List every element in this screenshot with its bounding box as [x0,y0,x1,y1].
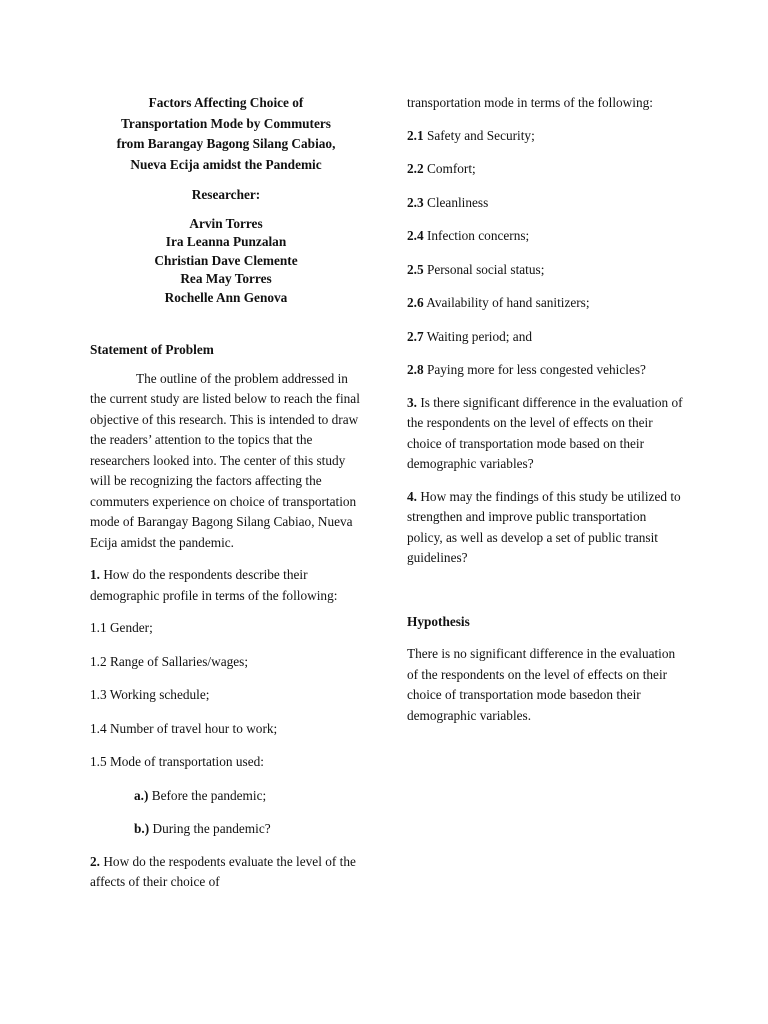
item-text: Cleanliness [426,194,489,210]
item-text: Infection concerns; [426,228,530,243]
q2-item [407,126,683,147]
subitem-text: Before the pandemic; [151,787,267,803]
q2-item [407,159,683,180]
title-line: Factors Affecting Choice of [148,95,304,110]
q2-item [407,360,683,381]
question-2 [90,852,362,893]
question-number: 4. [407,488,417,504]
title-line: from Barangay Bagong Silang Cabiao, [116,136,336,151]
question-text: How do the respondents describe their demographic profile in terms of the following: [90,567,338,603]
item-text: Waiting period; and [426,328,532,344]
researcher-heading: Researcher: [191,187,261,202]
question-1 [90,565,362,606]
question-text: How do the respodents evaluate the level of the affects of their choice of [90,853,356,889]
q1-item: 1.5 Mode of transportation used: [90,754,264,769]
q1-subitem [90,819,362,840]
q1-subitem [90,786,362,807]
q1-item: 1.2 Range of Sallaries/wages; [90,653,249,669]
title-line: Transportation Mode by Commuters [121,115,331,131]
researcher-name: Rochelle Ann Genova [164,289,288,305]
q2-item [407,293,683,314]
item-number: 2.1 [407,127,424,143]
item-text: Paying more for less congested vehicles? [426,362,646,377]
question-text: Is there significant difference in the evaluation of the respondents on the level of effects on their choice of transportation mode based on their demographic variables? [407,394,683,471]
item-number: 2.3 [407,194,424,210]
item-number: 2.8 [407,362,424,377]
item-number: 2.7 [407,328,424,344]
subitem-label: a.) [134,787,149,803]
q1-item: 1.1 Gender; [90,620,153,635]
question-number: 3. [407,394,417,410]
researcher-name: Ira Leanna Punzalan [165,234,287,249]
researcher-name: Rea May Torres [180,271,272,286]
title-line: Nueva Ecija amidst the Pandemic [130,156,322,172]
researcher-name: Christian Dave Clemente [154,252,298,268]
question-2-continued: transportation mode in terms of the following: [407,95,653,110]
left-column [90,93,362,893]
q2-item [407,327,683,348]
item-number: 2.6 [407,295,424,310]
statement-paragraph: The outline of the problem addressed in the current study are listed below to reach the final objective of this research. This is intended to draw the readers’ attention to the topics that the researchers looked into. The center of this study will be recognizing the factors affecting the commuters experience on choice of transportation mode of Barangay Bagong Silang Cabiao, Nueva Ecija amidst the pandemic. [90,370,360,550]
question-text: How may the findings of this study be utilized to strengthen and improve public transportation policy, as well as develop a set of public transit guidelines? [407,488,681,565]
q1-item: 1.4 Number of travel hour to work; [90,720,278,736]
right-column [407,93,683,726]
statement-heading: Statement of Problem [90,342,214,357]
item-number: 2.5 [407,261,424,277]
paper-title [90,93,362,175]
item-text: Safety and Security; [426,127,535,143]
researcher-list [90,215,362,308]
hypothesis-text: There is no significant difference in the evaluation of the respondents on the level of effects on their choice of transportation mode basedon their demographic variables. [407,646,676,723]
item-text: Comfort; [426,161,476,176]
researcher-name: Arvin Torres [189,215,263,231]
item-number: 2.2 [407,161,424,176]
subitem-text: During the pandemic? [152,821,271,836]
item-number: 2.4 [407,228,424,243]
q1-item: 1.3 Working schedule; [90,687,210,702]
hypothesis-heading: Hypothesis [407,613,470,629]
q2-item [407,193,683,214]
item-text: Availability of hand sanitizers; [426,295,590,310]
q2-item [407,260,683,281]
q2-item [407,226,683,247]
question-4 [407,487,683,569]
question-3 [407,393,683,475]
subitem-label: b.) [134,821,150,836]
question-number: 1. [90,567,100,582]
item-text: Personal social status; [426,261,545,277]
question-number: 2. [90,853,100,869]
